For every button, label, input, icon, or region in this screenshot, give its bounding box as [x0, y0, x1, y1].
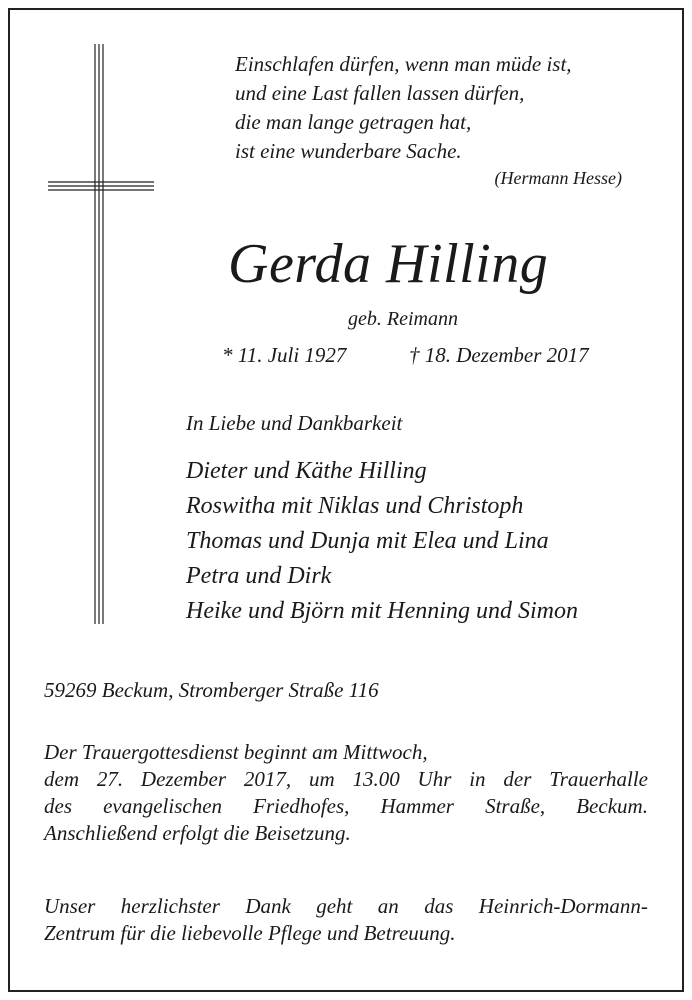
word: Heinrich-Dormann- — [478, 894, 648, 918]
mourner-line: Thomas und Dunja mit Elea und Lina — [186, 528, 549, 554]
quote-line: die man lange getragen hat, — [235, 110, 472, 134]
word: 2017, — [243, 767, 292, 791]
word: Hammer — [380, 794, 454, 818]
mourner-line: Roswitha mit Niklas und Christoph — [186, 493, 524, 519]
word: Unser — [44, 894, 96, 918]
mourner-line: Petra und Dirk — [186, 563, 332, 589]
word: Straße, — [485, 794, 546, 818]
quote-line: ist eine wunderbare Sache. — [235, 139, 462, 163]
word: Beckum. — [576, 794, 648, 818]
death-date: † 18. Dezember 2017 — [409, 343, 589, 367]
thanks-line — [44, 893, 648, 920]
birth-date: * 11. Juli 1927 — [222, 343, 347, 367]
quote-line: Einschlafen dürfen, wenn man müde ist, — [235, 52, 572, 76]
word: geht — [316, 894, 353, 918]
word: 27. — [96, 767, 124, 791]
address: 59269 Beckum, Stromberger Straße 116 — [44, 678, 379, 702]
word: in — [469, 767, 486, 791]
deceased-name: Gerda Hilling — [228, 233, 549, 295]
word: an — [377, 894, 399, 918]
word: Trauerhalle — [549, 767, 648, 791]
word: der — [503, 767, 532, 791]
word: herzlichster — [120, 894, 220, 918]
quote-line: und eine Last fallen lassen dürfen, — [235, 81, 525, 105]
word: Friedhofes, — [253, 794, 350, 818]
quote — [235, 50, 572, 166]
mourners-list — [186, 454, 578, 629]
word: Dank — [245, 894, 291, 918]
service-line: Anschließend erfolgt die Beisetzung. — [44, 821, 351, 845]
word: des — [44, 794, 72, 818]
mourner-line: Heike und Björn mit Henning und Simon — [186, 598, 578, 624]
service-line — [44, 766, 648, 793]
word: Dezember — [140, 767, 227, 791]
mourner-line: Dieter und Käthe Hilling — [186, 458, 427, 484]
word: dem — [44, 767, 79, 791]
maiden-name: geb. Reimann — [348, 308, 458, 330]
service-info — [44, 739, 648, 847]
word: evangelischen — [103, 794, 223, 818]
word: Uhr — [417, 767, 452, 791]
service-line: Der Trauergottesdienst beginnt am Mittwoch, — [44, 740, 428, 764]
quote-author: (Hermann Hesse) — [494, 168, 622, 188]
service-line — [44, 793, 648, 820]
cross-icon — [44, 44, 164, 634]
thanks-line: Zentrum für die liebevolle Pflege und Betreuung. — [44, 921, 456, 945]
thanks-note — [44, 893, 648, 947]
word: 13.00 — [352, 767, 400, 791]
mourners-intro: In Liebe und Dankbarkeit — [186, 411, 403, 435]
word: das — [424, 894, 454, 918]
word: um — [308, 767, 335, 791]
